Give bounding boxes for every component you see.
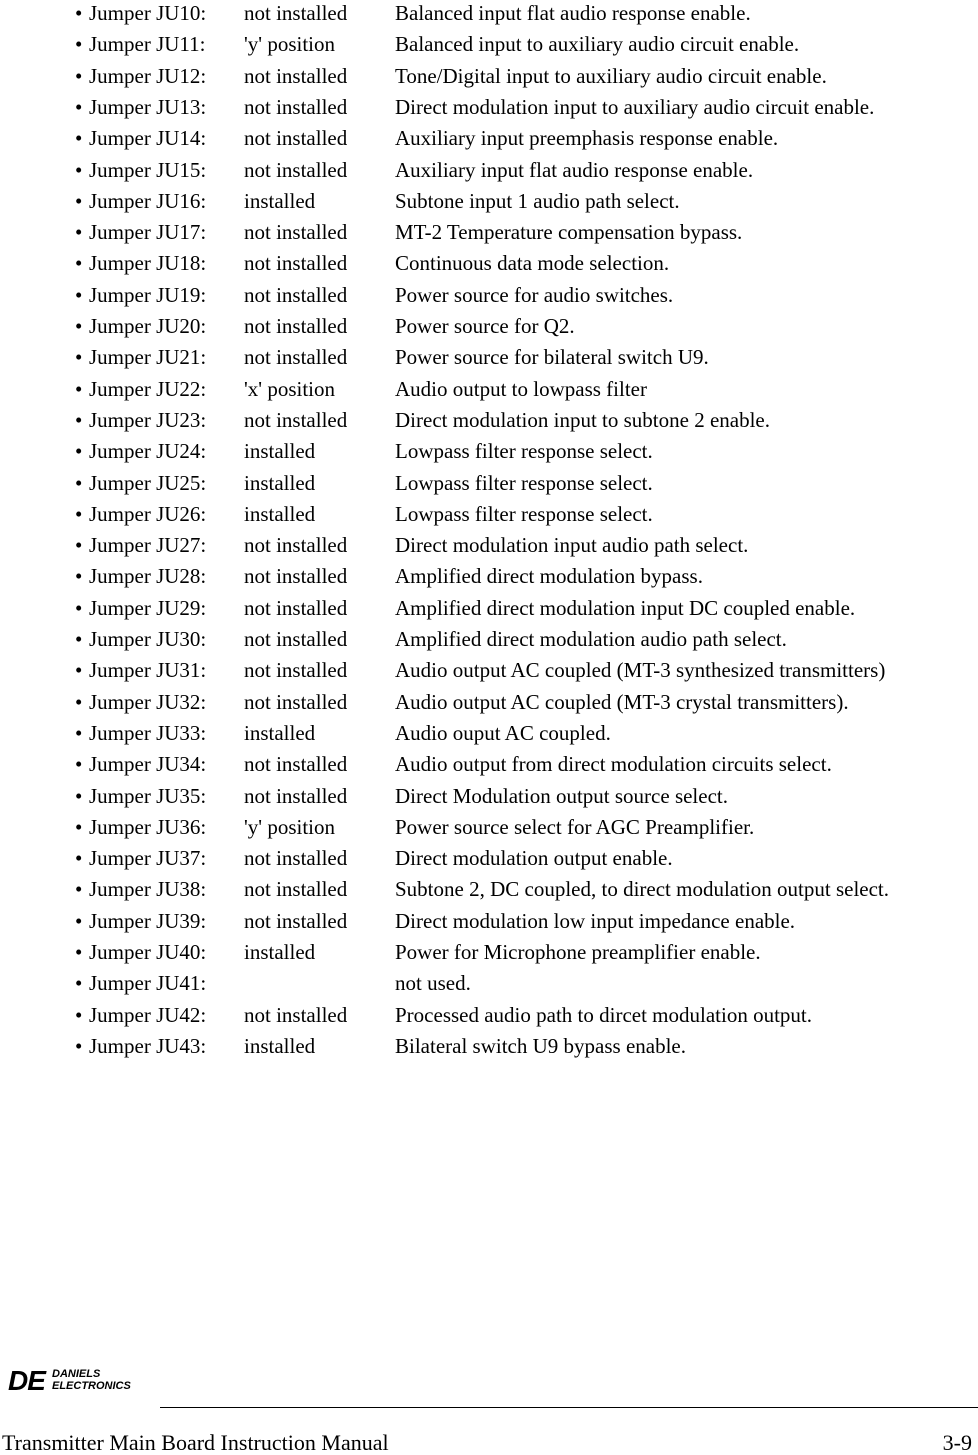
- jumper-description: Subtone input 1 audio path select.: [395, 188, 680, 213]
- jumper-description: Lowpass filter response select.: [395, 439, 653, 464]
- jumper-status: not installed: [244, 314, 348, 338]
- jumper-description: Direct modulation output enable.: [395, 846, 673, 871]
- jumper-status: not installed: [244, 658, 348, 683]
- jumper-name: Jumper JU25:: [89, 470, 207, 495]
- jumper-description: Tone/Digital input to auxiliary audio circuit enable.: [395, 63, 827, 88]
- jumper-description: Bilateral switch U9 bypass enable.: [395, 1033, 687, 1058]
- jumper-row: [0, 815, 978, 846]
- jumper-row: [0, 158, 978, 189]
- jumper-row: [0, 95, 978, 126]
- bullet-mark: •: [75, 533, 83, 558]
- jumper-description: Amplified direct modulation bypass.: [395, 564, 703, 589]
- bullet-mark: •: [75, 94, 83, 119]
- bullet-mark: •: [75, 752, 83, 777]
- bullet-mark: •: [75, 846, 83, 871]
- jumper-description: Direct modulation low input impedance enable.: [395, 908, 796, 933]
- jumper-row: [0, 971, 978, 1002]
- jumper-status: 'y' position: [244, 32, 335, 57]
- jumper-name: Jumper JU34:: [89, 752, 207, 777]
- jumper-description: Lowpass filter response select.: [395, 470, 653, 495]
- jumper-name: Jumper JU22:: [89, 376, 207, 401]
- jumper-status: not installed: [244, 157, 348, 182]
- bullet-mark: •: [75, 720, 83, 745]
- jumper-description: Balanced input to auxiliary audio circuit enable.: [395, 32, 800, 57]
- jumper-description: Direct modulation input to auxiliary audio circuit enable.: [395, 94, 875, 119]
- jumper-row: [0, 533, 978, 564]
- footer-rule: [160, 1407, 978, 1408]
- bullet-mark: •: [75, 32, 83, 57]
- jumper-row: [0, 1, 978, 32]
- jumper-status: not installed: [244, 752, 348, 777]
- page-number: 3-9: [942, 1430, 972, 1455]
- jumper-status: not installed: [244, 251, 348, 276]
- jumper-row: [0, 690, 978, 721]
- jumper-name: Jumper JU38:: [89, 877, 207, 902]
- jumper-status: not installed: [244, 689, 348, 714]
- jumper-name: Jumper JU37:: [89, 846, 207, 871]
- jumper-description: MT-2 Temperature compensation bypass.: [395, 220, 743, 245]
- jumper-status: 'y' position: [244, 814, 335, 839]
- jumper-description: Subtone 2, DC coupled, to direct modulation output select.: [395, 877, 890, 902]
- bullet-mark: •: [75, 282, 83, 307]
- jumper-status: not installed: [244, 345, 348, 370]
- bullet-mark: •: [75, 783, 83, 808]
- jumper-status: not installed: [244, 595, 348, 620]
- jumper-description: Power source for audio switches.: [395, 282, 674, 307]
- jumper-status: not installed: [244, 282, 348, 307]
- jumper-status: installed: [244, 439, 316, 464]
- jumper-name: Jumper JU33:: [89, 720, 207, 745]
- bullet-mark: •: [75, 63, 83, 88]
- jumper-row: [0, 877, 978, 908]
- jumper-status: installed: [244, 470, 316, 495]
- bullet-mark: •: [75, 627, 83, 651]
- jumper-row: [0, 251, 978, 282]
- jumper-description: Balanced input flat audio response enable.: [395, 1, 751, 25]
- jumper-status: installed: [244, 501, 316, 526]
- jumper-row: [0, 126, 978, 157]
- jumper-row: [0, 64, 978, 95]
- jumper-name: Jumper JU20:: [89, 314, 207, 338]
- jumper-description: Audio output to lowpass filter: [395, 376, 647, 401]
- jumper-name: Jumper JU11:: [89, 32, 206, 57]
- jumper-row: [0, 846, 978, 877]
- bullet-mark: •: [75, 814, 83, 839]
- jumper-row: [0, 314, 978, 345]
- jumper-row: [0, 721, 978, 752]
- jumper-row: [0, 784, 978, 815]
- jumper-name: Jumper JU32:: [89, 689, 207, 714]
- jumper-row: [0, 940, 978, 971]
- jumper-status: not installed: [244, 877, 348, 902]
- jumper-name: Jumper JU15:: [89, 157, 207, 182]
- jumper-status: not installed: [244, 94, 348, 119]
- jumper-description: Amplified direct modulation audio path select.: [395, 627, 787, 651]
- jumper-description: not used.: [395, 971, 471, 996]
- logo-line-daniels: DANIELS: [52, 1368, 101, 1380]
- bullet-mark: •: [75, 407, 83, 432]
- bullet-mark: •: [75, 501, 83, 526]
- jumper-description: Audio output from direct modulation circuits select.: [395, 752, 832, 777]
- jumper-status: not installed: [244, 627, 348, 651]
- logo-text: [52, 1369, 131, 1393]
- bullet-mark: •: [75, 439, 83, 464]
- daniels-electronics-logo: [8, 1366, 158, 1396]
- bullet-mark: •: [75, 971, 83, 996]
- jumper-status: not installed: [244, 220, 348, 245]
- bullet-mark: •: [75, 658, 83, 683]
- jumper-name: Jumper JU19:: [89, 282, 207, 307]
- bullet-mark: •: [75, 1002, 83, 1027]
- jumper-row: [0, 408, 978, 439]
- jumper-row: [0, 564, 978, 595]
- bullet-mark: •: [75, 188, 83, 213]
- jumper-description: Audio ouput AC coupled.: [395, 720, 611, 745]
- jumper-name: Jumper JU28:: [89, 564, 207, 589]
- jumper-description: Continuous data mode selection.: [395, 251, 670, 276]
- jumper-status: not installed: [244, 63, 348, 88]
- jumper-name: Jumper JU23:: [89, 407, 207, 432]
- jumper-status: not installed: [244, 1002, 348, 1027]
- jumper-row: [0, 283, 978, 314]
- jumper-name: Jumper JU39:: [89, 908, 207, 933]
- jumper-description: Audio output AC coupled (MT-3 synthesized transmitters): [395, 658, 886, 683]
- jumper-row: [0, 471, 978, 502]
- jumper-name: Jumper JU31:: [89, 658, 207, 683]
- jumper-description: Power source for bilateral switch U9.: [395, 345, 709, 370]
- jumper-name: Jumper JU26:: [89, 501, 207, 526]
- jumper-status: not installed: [244, 407, 348, 432]
- jumper-name: Jumper JU14:: [89, 126, 207, 151]
- jumper-name: Jumper JU21:: [89, 345, 207, 370]
- jumper-name: Jumper JU13:: [89, 94, 207, 119]
- jumper-description: Direct Modulation output source select.: [395, 783, 728, 808]
- bullet-mark: •: [75, 1, 83, 25]
- bullet-mark: •: [75, 564, 83, 589]
- jumper-name: Jumper JU40:: [89, 940, 207, 964]
- jumper-description: Power for Microphone preamplifier enable.: [395, 940, 761, 964]
- bullet-mark: •: [75, 220, 83, 245]
- jumper-name: Jumper JU16:: [89, 188, 207, 213]
- bullet-mark: •: [75, 908, 83, 933]
- logo-line-electronics: ELECTRONICS: [52, 1380, 131, 1392]
- bullet-mark: •: [75, 314, 83, 338]
- jumper-name: Jumper JU30:: [89, 627, 207, 651]
- jumper-description: Amplified direct modulation input DC coupled enable.: [395, 595, 856, 620]
- jumper-row: [0, 1003, 978, 1034]
- jumper-row: [0, 377, 978, 408]
- jumper-status: installed: [244, 940, 316, 964]
- jumper-row: [0, 502, 978, 533]
- jumper-name: Jumper JU27:: [89, 533, 207, 558]
- jumper-description: Lowpass filter response select.: [395, 501, 653, 526]
- jumper-name: Jumper JU29:: [89, 595, 207, 620]
- jumper-row: [0, 627, 978, 658]
- jumper-status: not installed: [244, 846, 348, 871]
- jumper-description: Auxiliary input flat audio response enable.: [395, 157, 754, 182]
- jumper-description: Direct modulation input to subtone 2 enable.: [395, 407, 771, 432]
- jumper-name: Jumper JU41:: [89, 971, 207, 996]
- jumper-row: [0, 752, 978, 783]
- bullet-mark: •: [75, 470, 83, 495]
- bullet-mark: •: [75, 126, 83, 151]
- jumper-status: not installed: [244, 564, 348, 589]
- jumper-name: Jumper JU36:: [89, 814, 207, 839]
- jumper-name: Jumper JU17:: [89, 220, 207, 245]
- bullet-mark: •: [75, 1033, 83, 1058]
- jumper-status: installed: [244, 188, 316, 213]
- jumper-description: Direct modulation input audio path select.: [395, 533, 749, 558]
- bullet-mark: •: [75, 345, 83, 370]
- jumper-row: [0, 345, 978, 376]
- jumper-name: Jumper JU35:: [89, 783, 207, 808]
- jumper-row: [0, 1034, 978, 1065]
- bullet-mark: •: [75, 940, 83, 964]
- jumper-status: not installed: [244, 533, 348, 558]
- bullet-mark: •: [75, 376, 83, 401]
- jumper-description: Processed audio path to dircet modulation output.: [395, 1002, 813, 1027]
- jumper-description: Power source for Q2.: [395, 314, 575, 338]
- jumper-status: not installed: [244, 783, 348, 808]
- jumper-description: Power source select for AGC Preamplifier.: [395, 814, 755, 839]
- jumper-name: Jumper JU10:: [89, 1, 207, 25]
- jumper-status: installed: [244, 720, 316, 745]
- jumper-description: Auxiliary input preemphasis response enable.: [395, 126, 779, 151]
- bullet-mark: •: [75, 251, 83, 276]
- jumper-status: not installed: [244, 908, 348, 933]
- manual-title: Transmitter Main Board Instruction Manual: [2, 1430, 389, 1455]
- jumper-name: Jumper JU43:: [89, 1033, 207, 1058]
- jumper-row: [0, 189, 978, 220]
- jumper-status: 'x' position: [244, 376, 335, 401]
- jumper-name: Jumper JU12:: [89, 63, 207, 88]
- jumper-row: [0, 596, 978, 627]
- jumper-row: [0, 658, 978, 689]
- jumper-name: Jumper JU24:: [89, 439, 207, 464]
- jumper-row: [0, 220, 978, 251]
- bullet-mark: •: [75, 157, 83, 182]
- jumper-description: Audio output AC coupled (MT-3 crystal transmitters).: [395, 689, 849, 714]
- jumper-row: [0, 439, 978, 470]
- jumper-row: [0, 909, 978, 940]
- bullet-mark: •: [75, 595, 83, 620]
- jumper-name: Jumper JU18:: [89, 251, 207, 276]
- jumper-row: [0, 32, 978, 63]
- jumper-name: Jumper JU42:: [89, 1002, 207, 1027]
- jumper-status: not installed: [244, 126, 348, 151]
- jumper-status: not installed: [244, 1, 348, 25]
- bullet-mark: •: [75, 877, 83, 902]
- bullet-mark: •: [75, 689, 83, 714]
- logo-mark: DE: [8, 1365, 45, 1396]
- jumper-status: installed: [244, 1033, 316, 1058]
